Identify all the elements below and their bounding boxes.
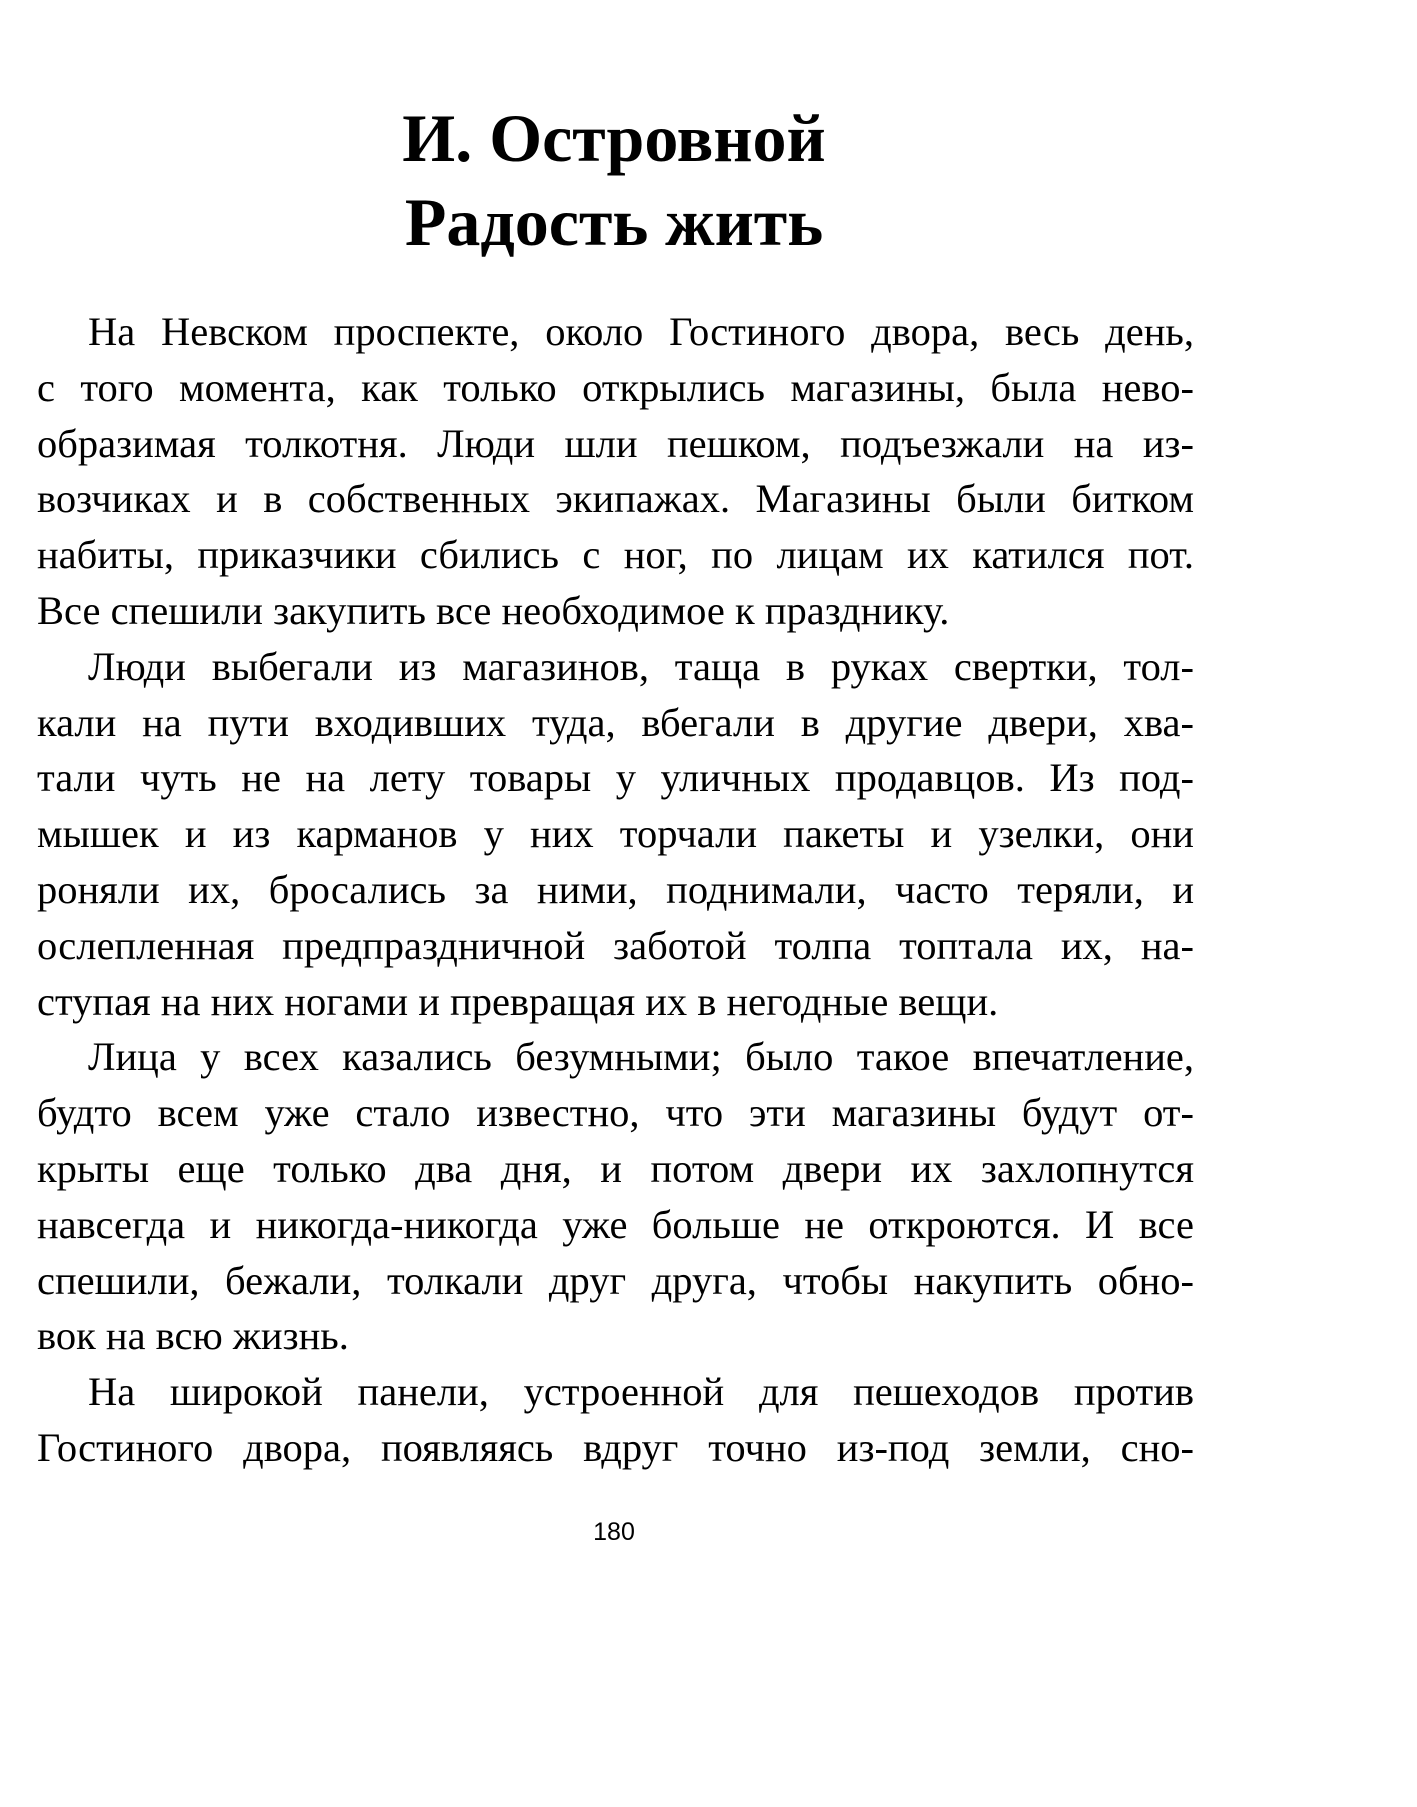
text-line: крыты еще только два дня, и потом двери их захлопнутся bbox=[37, 1145, 1194, 1191]
text-line: Гостиного двора, появляясь вдруг точно из-под земли, сно- bbox=[37, 1424, 1194, 1470]
text-line: набиты, приказчики сбились с ног, по лицам их катился пот. bbox=[37, 532, 1194, 578]
text-line: спешили, бежали, толкали друг друга, чтобы накупить обно- bbox=[37, 1257, 1194, 1303]
text-line: кали на пути входивших туда, вбегали в другие двери, хва- bbox=[37, 699, 1194, 745]
text-line: мышек и из карманов у них торчали пакеты и узелки, они bbox=[37, 811, 1194, 857]
paragraph bbox=[37, 1364, 1194, 1476]
text-line: Лица у всех казались безумными; было такое впечатление, bbox=[88, 1034, 1194, 1080]
chapter-heading bbox=[0, 96, 1228, 264]
text-line: роняли их, бросались за ними, поднимали, часто теряли, и bbox=[37, 866, 1194, 912]
text-line: Люди выбегали из магазинов, таща в руках свертки, тол- bbox=[88, 643, 1194, 689]
text-line: ступая на них ногами и превращая их в негодные вещи. bbox=[37, 978, 999, 1024]
paragraph bbox=[37, 1029, 1194, 1364]
text-line: На широкой панели, устроенной для пешеходов против bbox=[88, 1369, 1194, 1415]
text-line: с того момента, как только открылись магазины, была нево- bbox=[37, 364, 1194, 410]
text-line: На Невском проспекте, около Гостиного двора, весь день, bbox=[88, 309, 1194, 354]
text-line: навсегда и никогда-никогда уже больше не откроются. И все bbox=[37, 1201, 1194, 1247]
text-line: будто всем уже стало известно, что эти магазины будут от- bbox=[37, 1090, 1194, 1136]
text-line: возчиках и в собственных экипажах. Магазины были битком bbox=[37, 476, 1194, 522]
work-title: Радость жить bbox=[404, 184, 824, 260]
text-line: Все спешили закупить все необходимое к празднику. bbox=[37, 587, 950, 633]
author-name: И. Островной bbox=[402, 100, 826, 176]
text-line: вок на всю жизнь. bbox=[37, 1313, 349, 1359]
paragraph bbox=[37, 304, 1194, 639]
text-line: ослепленная предпраздничной заботой толпа топтала их, на- bbox=[37, 922, 1194, 968]
page-number: 180 bbox=[593, 1518, 635, 1546]
text-line: образимая толкотня. Люди шли пешком, подъезжали на из- bbox=[37, 420, 1194, 466]
text-line: тали чуть не на лету товары у уличных продавцов. Из под- bbox=[37, 755, 1194, 801]
paragraph bbox=[37, 639, 1194, 1030]
body-text bbox=[37, 304, 1194, 1476]
